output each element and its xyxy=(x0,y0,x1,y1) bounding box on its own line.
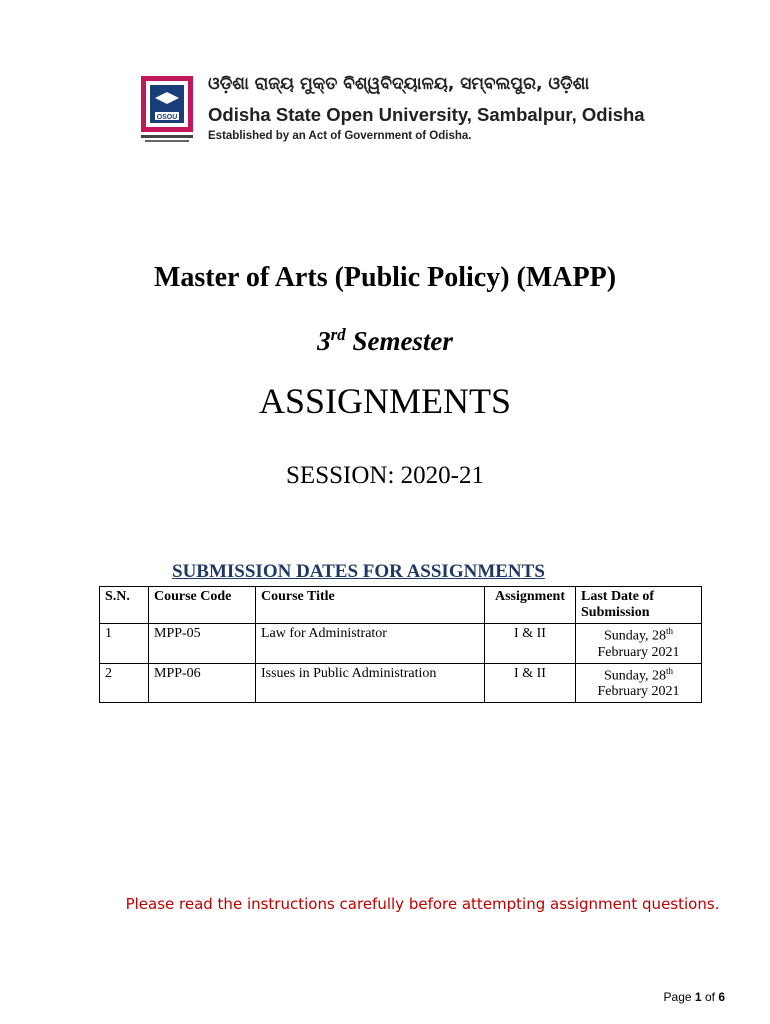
date-day: Sunday, 28 xyxy=(603,628,667,644)
submission-dates-heading: SUBMISSION DATES FOR ASSIGNMENTS xyxy=(172,561,545,582)
cell-assignment: I & II xyxy=(485,663,576,703)
cell-course-code: MPP-05 xyxy=(149,624,256,664)
page-number xyxy=(664,990,725,1004)
page-total: 6 xyxy=(718,990,725,1004)
semester-number: 3 xyxy=(317,326,331,356)
of-word: of xyxy=(704,990,715,1004)
cell-assignment: I & II xyxy=(485,624,576,664)
page-word: Page xyxy=(663,990,692,1004)
date-month: February 2021 xyxy=(597,684,680,700)
university-logo xyxy=(141,76,193,144)
assignments-heading: ASSIGNMENTS xyxy=(258,381,512,421)
header-course-title: Course Title xyxy=(256,587,485,624)
cell-sn: 2 xyxy=(100,663,149,703)
cell-course-title: Issues in Public Administration xyxy=(256,663,485,703)
instruction-note: Please read the instructions carefully before attempting assignment questions. xyxy=(125,895,720,913)
header-last-date: Last Date of Submission xyxy=(576,587,702,624)
cell-course-code: MPP-06 xyxy=(149,663,256,703)
table-row xyxy=(100,624,702,664)
page-current: 1 xyxy=(694,990,702,1004)
cell-last-date xyxy=(576,624,702,664)
semester-suffix: rd xyxy=(330,325,346,344)
table-row xyxy=(100,663,702,703)
cell-course-title: Law for Administrator xyxy=(256,624,485,664)
cell-last-date xyxy=(576,663,702,703)
university-name-odia: ଓଡ଼ିଶା ରାଜ୍ୟ ମୁକ୍ତ ବିଶ୍ୱବିଦ୍ୟାଳୟ, ସମ୍ବଲପୁର, ଓଡ଼ିଶା xyxy=(208,74,590,94)
table-header-row xyxy=(100,587,702,624)
established-line: Established by an Act of Government of Odisha. xyxy=(208,130,472,142)
semester-word: Semester xyxy=(352,326,453,356)
header-assignment: Assignment xyxy=(485,587,576,624)
date-suffix: th xyxy=(666,665,674,676)
date-suffix: th xyxy=(666,626,674,636)
semester-line xyxy=(0,325,770,357)
header-sn: S.N. xyxy=(100,587,149,624)
submission-table xyxy=(99,586,702,703)
university-name: Odisha State Open University, Sambalpur, Odisha xyxy=(208,104,645,125)
header-course-code: Course Code xyxy=(149,587,256,624)
programme-title: Master of Arts (Public Policy) (MAPP) xyxy=(153,262,617,293)
logo-text: OSOU xyxy=(156,114,178,121)
cell-sn: 1 xyxy=(100,624,149,664)
date-month: February 2021 xyxy=(597,644,680,660)
session-line: SESSION: 2020-21 xyxy=(286,462,484,489)
date-day: Sunday, 28 xyxy=(603,668,667,684)
university-header xyxy=(141,72,661,146)
